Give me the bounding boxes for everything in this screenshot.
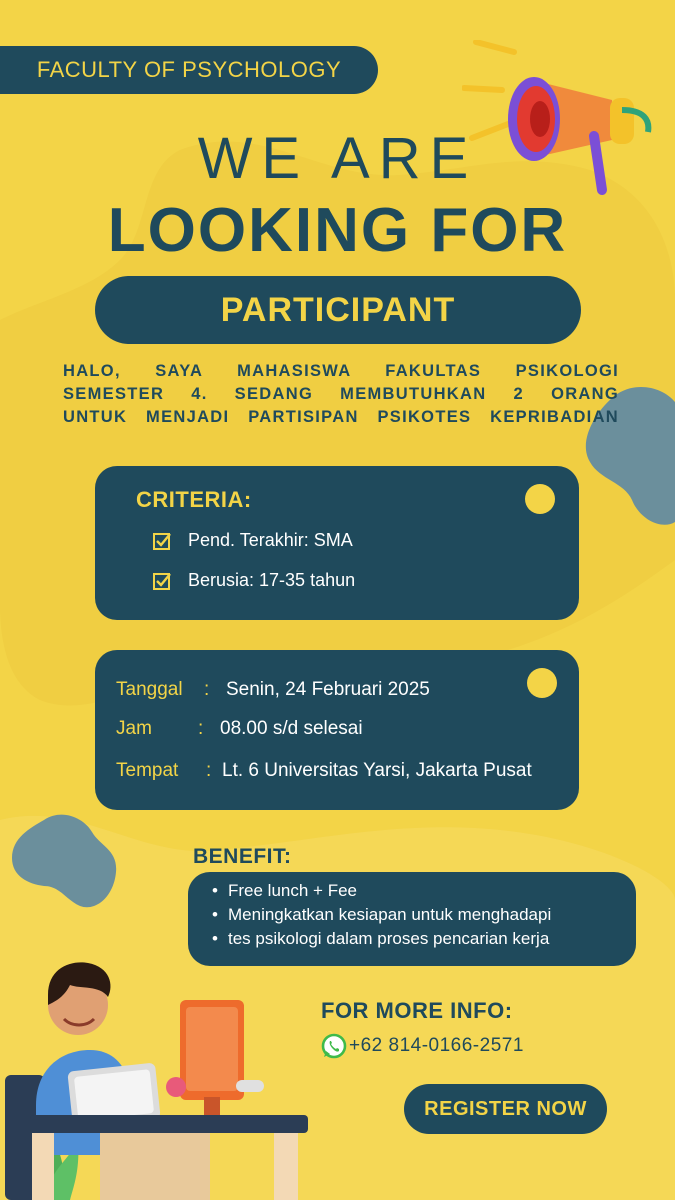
faculty-banner: FACULTY OF PSYCHOLOGY <box>0 46 378 94</box>
card-dot-icon <box>525 484 555 514</box>
checkbox-checked-icon <box>152 571 172 591</box>
criteria-item-label: Pend. Terakhir: SMA <box>188 530 353 550</box>
intro-line: HALO, SAYA MAHASISWA FAKULTAS PSIKOLOGI <box>63 362 619 380</box>
schedule-label: Tanggal <box>116 679 183 700</box>
intro-text <box>63 360 619 429</box>
benefit-item: • Free lunch + Fee <box>212 879 632 903</box>
schedule-colon: : <box>204 679 210 700</box>
criteria-item <box>152 530 353 551</box>
benefit-title: BENEFIT: <box>193 845 292 868</box>
headline-we-are: WE ARE <box>197 126 478 191</box>
more-info-title: FOR MORE INFO: <box>321 998 513 1023</box>
whatsapp-icon <box>321 1033 347 1059</box>
benefit-item-text: tes psikologi dalam proses pencarian kerja <box>228 929 550 948</box>
participant-badge: PARTICIPANT <box>95 276 581 344</box>
schedule-value: Senin, 24 Februari 2025 <box>226 679 430 700</box>
intro-line: SEMESTER 4. SEDANG MEMBUTUHKAN 2 ORANG <box>63 385 619 403</box>
card-dot-icon <box>527 668 557 698</box>
checkbox-checked-icon <box>152 531 172 551</box>
intro-line: UNTUK MENJADI PARTISIPAN PSIKOTES KEPRIBADIAN <box>63 408 619 426</box>
criteria-item <box>152 570 355 591</box>
criteria-item-label: Berusia: 17-35 tahun <box>188 570 356 590</box>
phone-contact[interactable] <box>321 1033 524 1059</box>
benefit-item: • Meningkatkan kesiapan untuk menghadapi <box>212 903 632 927</box>
schedule-row-place <box>116 760 532 782</box>
criteria-title: CRITERIA: <box>136 487 252 512</box>
schedule-row-date <box>116 679 430 701</box>
schedule-value: 08.00 s/d selesai <box>220 718 363 739</box>
schedule-row-time <box>116 718 363 740</box>
benefit-list <box>212 879 632 951</box>
person-at-desk-illustration <box>0 955 310 1200</box>
schedule-value: Lt. 6 Universitas Yarsi, Jakarta Pusat <box>222 760 532 781</box>
register-now-button[interactable]: REGISTER NOW <box>404 1084 607 1134</box>
schedule-label: Jam <box>116 718 152 739</box>
benefit-item-continued <box>212 927 632 951</box>
schedule-colon: : <box>206 760 212 781</box>
schedule-label: Tempat <box>116 760 179 781</box>
phone-number: +62 814-0166-2571 <box>349 1035 524 1056</box>
schedule-colon: : <box>198 718 204 739</box>
headline-looking-for: LOOKING FOR <box>107 196 568 265</box>
